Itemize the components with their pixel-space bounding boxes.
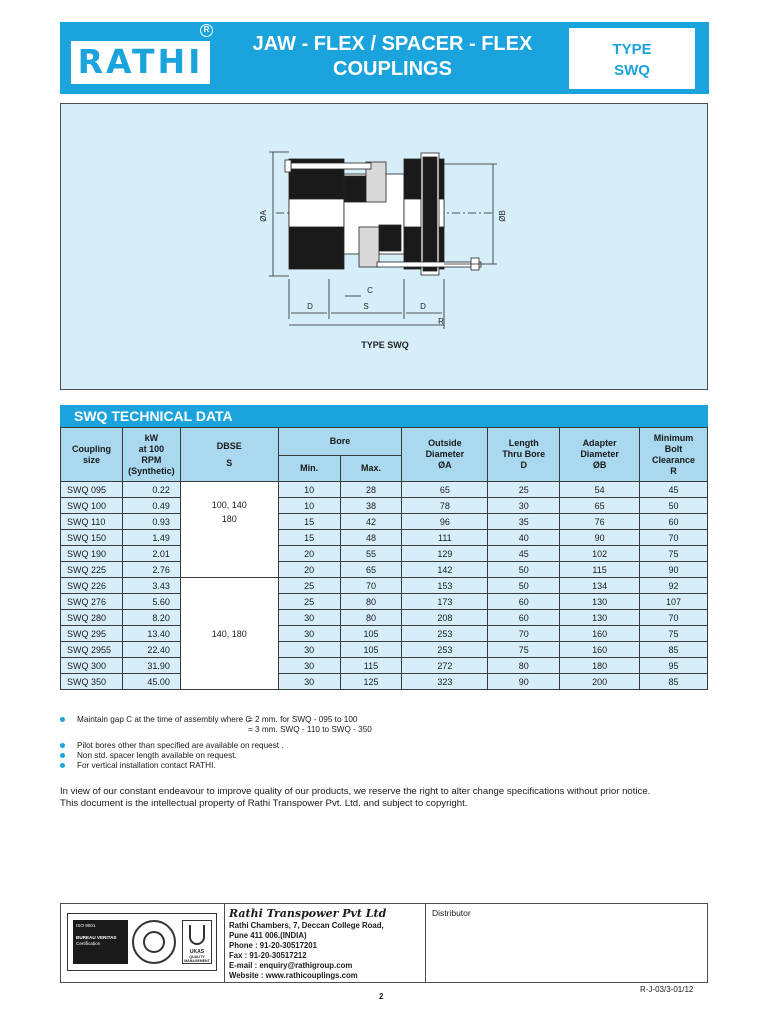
table-row <box>61 562 708 578</box>
distributor-label: Distributor <box>432 908 471 918</box>
bullet-icon <box>60 743 65 748</box>
cell-outside-diameter: 78 <box>402 498 488 514</box>
cell-adapter-diameter: 90 <box>560 530 640 546</box>
bullet-icon <box>60 763 65 768</box>
cell-bore-min: 20 <box>278 546 340 562</box>
dim-b-label: ØB <box>498 210 507 222</box>
ukas-logo: UKAS QUALITY MANAGEMENT <box>182 920 212 964</box>
cell-length: 45 <box>488 546 560 562</box>
col-header-kw: kW at 100 RPM (Synthetic) <box>122 428 180 482</box>
disclaimer <box>60 786 708 810</box>
cell-kw: 0.49 <box>122 498 180 514</box>
ukas-crown-icon <box>189 925 205 945</box>
cell-adapter-diameter: 180 <box>560 658 640 674</box>
cell-kw: 3.43 <box>122 578 180 594</box>
cell-bore-max: 80 <box>340 610 402 626</box>
cell-outside-diameter: 173 <box>402 594 488 610</box>
cell-bolt-clearance: 75 <box>640 626 708 642</box>
col-header-bore-min: Min. <box>278 456 340 482</box>
coupling-drawing <box>61 104 709 391</box>
col-header-coupling-size: Coupling size <box>61 428 123 482</box>
dim-a-label: ØA <box>259 210 268 222</box>
cell-kw: 22.40 <box>122 642 180 658</box>
bolt-top <box>291 163 371 169</box>
cell-length: 50 <box>488 578 560 594</box>
disclaimer-line-2: This document is the intellectual property of Rathi Transpower Pvt. Ltd. and subject to copyright. <box>60 798 468 809</box>
table-row <box>61 626 708 642</box>
cell-coupling-size: SWQ 110 <box>61 514 123 530</box>
technical-data-table <box>60 427 708 690</box>
cell-coupling-size: SWQ 225 <box>61 562 123 578</box>
cell-bolt-clearance: 107 <box>640 594 708 610</box>
cell-bore-max: 105 <box>340 642 402 658</box>
cell-dbse-group-1: 100, 140 180 <box>180 482 278 578</box>
col-header-outside-diameter: Outside Diameter ØA <box>402 428 488 482</box>
cell-adapter-diameter: 160 <box>560 626 640 642</box>
cell-length: 75 <box>488 642 560 658</box>
cell-adapter-diameter: 200 <box>560 674 640 690</box>
col-header-length: Length Thru Bore D <box>488 428 560 482</box>
footer-divider <box>425 904 426 982</box>
cell-length: 35 <box>488 514 560 530</box>
cell-coupling-size: SWQ 2955 <box>61 642 123 658</box>
dim-c-label: C <box>367 286 373 295</box>
table-row <box>61 642 708 658</box>
company-name: Rathi Transpower Pvt Ltd <box>229 907 387 920</box>
cell-bolt-clearance: 45 <box>640 482 708 498</box>
cell-bore-min: 20 <box>278 562 340 578</box>
table-row <box>61 594 708 610</box>
dim-d-right-label: D <box>420 302 426 311</box>
bullet-icon <box>60 753 65 758</box>
cell-adapter-diameter: 102 <box>560 546 640 562</box>
cell-bore-min: 10 <box>278 482 340 498</box>
cell-coupling-size: SWQ 295 <box>61 626 123 642</box>
address-line-2: Pune 411 006.(INDIA) <box>229 931 307 940</box>
certification-logos <box>67 913 217 971</box>
bolt-bottom <box>377 262 481 267</box>
dim-s-label: S <box>363 302 369 311</box>
cell-coupling-size: SWQ 350 <box>61 674 123 690</box>
cell-bolt-clearance: 95 <box>640 658 708 674</box>
cell-outside-diameter: 253 <box>402 626 488 642</box>
gap-condition-1: = 2 mm. for SWQ - 095 to 100 <box>248 715 358 724</box>
cell-adapter-diameter: 130 <box>560 594 640 610</box>
cell-bore-max: 105 <box>340 626 402 642</box>
cell-outside-diameter: 111 <box>402 530 488 546</box>
cell-bolt-clearance: 70 <box>640 530 708 546</box>
document-code: R-J-03/3-01/12 <box>640 985 694 994</box>
cell-bolt-clearance: 90 <box>640 562 708 578</box>
cell-bore-max: 28 <box>340 482 402 498</box>
bureau-veritas-logo: ISO 9001 BUREAU VERITAS Certification <box>73 920 128 964</box>
seal-icon <box>132 920 176 964</box>
cell-kw: 2.76 <box>122 562 180 578</box>
cell-length: 90 <box>488 674 560 690</box>
col-header-bolt-clearance: Minimum Bolt Clearance R <box>640 428 708 482</box>
cell-bore-max: 55 <box>340 546 402 562</box>
cell-outside-diameter: 153 <box>402 578 488 594</box>
cell-length: 70 <box>488 626 560 642</box>
cell-outside-diameter: 253 <box>402 642 488 658</box>
page-title <box>220 32 565 82</box>
cell-bore-min: 30 <box>278 658 340 674</box>
cell-bore-max: 70 <box>340 578 402 594</box>
cell-kw: 1.49 <box>122 530 180 546</box>
table-row <box>61 610 708 626</box>
cell-bore-max: 65 <box>340 562 402 578</box>
cell-kw: 45.00 <box>122 674 180 690</box>
cell-kw: 5.60 <box>122 594 180 610</box>
cell-adapter-diameter: 115 <box>560 562 640 578</box>
email: E-mail : enquiry@rathigroup.com <box>229 961 353 970</box>
cell-adapter-diameter: 54 <box>560 482 640 498</box>
table-body <box>61 482 708 690</box>
cell-length: 30 <box>488 498 560 514</box>
type-box <box>569 28 695 89</box>
cell-length: 25 <box>488 482 560 498</box>
cell-outside-diameter: 96 <box>402 514 488 530</box>
cell-kw: 8.20 <box>122 610 180 626</box>
cell-bore-max: 48 <box>340 530 402 546</box>
cell-outside-diameter: 142 <box>402 562 488 578</box>
cell-bore-min: 15 <box>278 514 340 530</box>
cell-bore-min: 30 <box>278 674 340 690</box>
gap-condition-2: = 3 mm. SWQ - 110 to SWQ - 350 <box>248 725 372 734</box>
cell-bore-max: 125 <box>340 674 402 690</box>
footer-divider <box>224 904 225 982</box>
table-row <box>61 530 708 546</box>
cell-bolt-clearance: 92 <box>640 578 708 594</box>
left-bore <box>289 199 344 227</box>
drawing-panel <box>60 103 708 390</box>
fax: Fax : 91-20-30517212 <box>229 951 307 960</box>
cell-kw: 0.22 <box>122 482 180 498</box>
company-details <box>229 907 424 981</box>
cell-length: 60 <box>488 610 560 626</box>
drawing-caption: TYPE SWQ <box>361 340 409 350</box>
address-line-1: Rathi Chambers, 7, Deccan College Road, <box>229 921 384 930</box>
type-value: SWQ <box>614 62 650 79</box>
cell-bore-min: 30 <box>278 610 340 626</box>
table-row <box>61 578 708 594</box>
cell-coupling-size: SWQ 226 <box>61 578 123 594</box>
phone: Phone : 91-20-30517201 <box>229 941 317 950</box>
cell-bore-min: 30 <box>278 626 340 642</box>
title-line-2: COUPLINGS <box>333 58 452 80</box>
cell-bore-min: 25 <box>278 578 340 594</box>
cell-coupling-size: SWQ 100 <box>61 498 123 514</box>
cell-kw: 2.01 <box>122 546 180 562</box>
footer-box <box>60 903 708 983</box>
col-header-dbse: DBSE S <box>180 428 278 482</box>
page-number: 2 <box>379 992 384 1001</box>
rathi-logo <box>71 41 210 84</box>
table-title: SWQ TECHNICAL DATA <box>74 408 233 424</box>
header-band <box>60 22 709 94</box>
col-header-adapter-diameter: Adapter Diameter ØB <box>560 428 640 482</box>
cell-bore-max: 42 <box>340 514 402 530</box>
col-header-bore: Bore <box>278 428 402 456</box>
cell-kw: 0.93 <box>122 514 180 530</box>
cell-outside-diameter: 65 <box>402 482 488 498</box>
registered-mark: R <box>200 24 213 37</box>
table-title-band <box>60 405 708 427</box>
website: Website : www.rathicouplings.com <box>229 971 358 980</box>
cell-bore-min: 15 <box>278 530 340 546</box>
cell-adapter-diameter: 65 <box>560 498 640 514</box>
cell-coupling-size: SWQ 300 <box>61 658 123 674</box>
dim-d-left-label: D <box>307 302 313 311</box>
cell-outside-diameter: 323 <box>402 674 488 690</box>
cell-bolt-clearance: 75 <box>640 546 708 562</box>
cell-coupling-size: SWQ 150 <box>61 530 123 546</box>
cell-kw: 31.90 <box>122 658 180 674</box>
cell-bore-max: 38 <box>340 498 402 514</box>
cell-adapter-diameter: 134 <box>560 578 640 594</box>
logo-text: RATHI <box>77 42 204 81</box>
cell-bolt-clearance: 60 <box>640 514 708 530</box>
cell-dbse-group-2: 140, 180 <box>180 578 278 690</box>
table-row <box>61 546 708 562</box>
bullet-icon <box>60 717 65 722</box>
cell-length: 80 <box>488 658 560 674</box>
cell-outside-diameter: 272 <box>402 658 488 674</box>
title-line-1: JAW - FLEX / SPACER - FLEX <box>252 33 533 55</box>
cell-kw: 13.40 <box>122 626 180 642</box>
cell-coupling-size: SWQ 276 <box>61 594 123 610</box>
cell-adapter-diameter: 160 <box>560 642 640 658</box>
cell-outside-diameter: 208 <box>402 610 488 626</box>
table-row <box>61 482 708 498</box>
cell-length: 40 <box>488 530 560 546</box>
cell-bolt-clearance: 70 <box>640 610 708 626</box>
cell-length: 50 <box>488 562 560 578</box>
cell-bore-min: 10 <box>278 498 340 514</box>
cell-bolt-clearance: 50 <box>640 498 708 514</box>
cell-bolt-clearance: 85 <box>640 642 708 658</box>
cell-length: 60 <box>488 594 560 610</box>
cell-coupling-size: SWQ 095 <box>61 482 123 498</box>
cell-bolt-clearance: 85 <box>640 674 708 690</box>
cell-bore-min: 30 <box>278 642 340 658</box>
table-row <box>61 498 708 514</box>
cell-bore-min: 25 <box>278 594 340 610</box>
cell-outside-diameter: 129 <box>402 546 488 562</box>
type-label: TYPE <box>612 41 652 58</box>
col-header-bore-max: Max. <box>340 456 402 482</box>
cell-bore-max: 115 <box>340 658 402 674</box>
table-row <box>61 658 708 674</box>
cell-coupling-size: SWQ 280 <box>61 610 123 626</box>
dim-r-label: R <box>438 317 444 326</box>
table-row <box>61 514 708 530</box>
cell-adapter-diameter: 76 <box>560 514 640 530</box>
cell-adapter-diameter: 130 <box>560 610 640 626</box>
cell-coupling-size: SWQ 190 <box>61 546 123 562</box>
cell-bore-max: 80 <box>340 594 402 610</box>
table-row <box>61 674 708 690</box>
disclaimer-line-1: In view of our constant endeavour to improve quality of our products, we reserve the right to alter change specifications without prior notice. <box>60 786 651 797</box>
